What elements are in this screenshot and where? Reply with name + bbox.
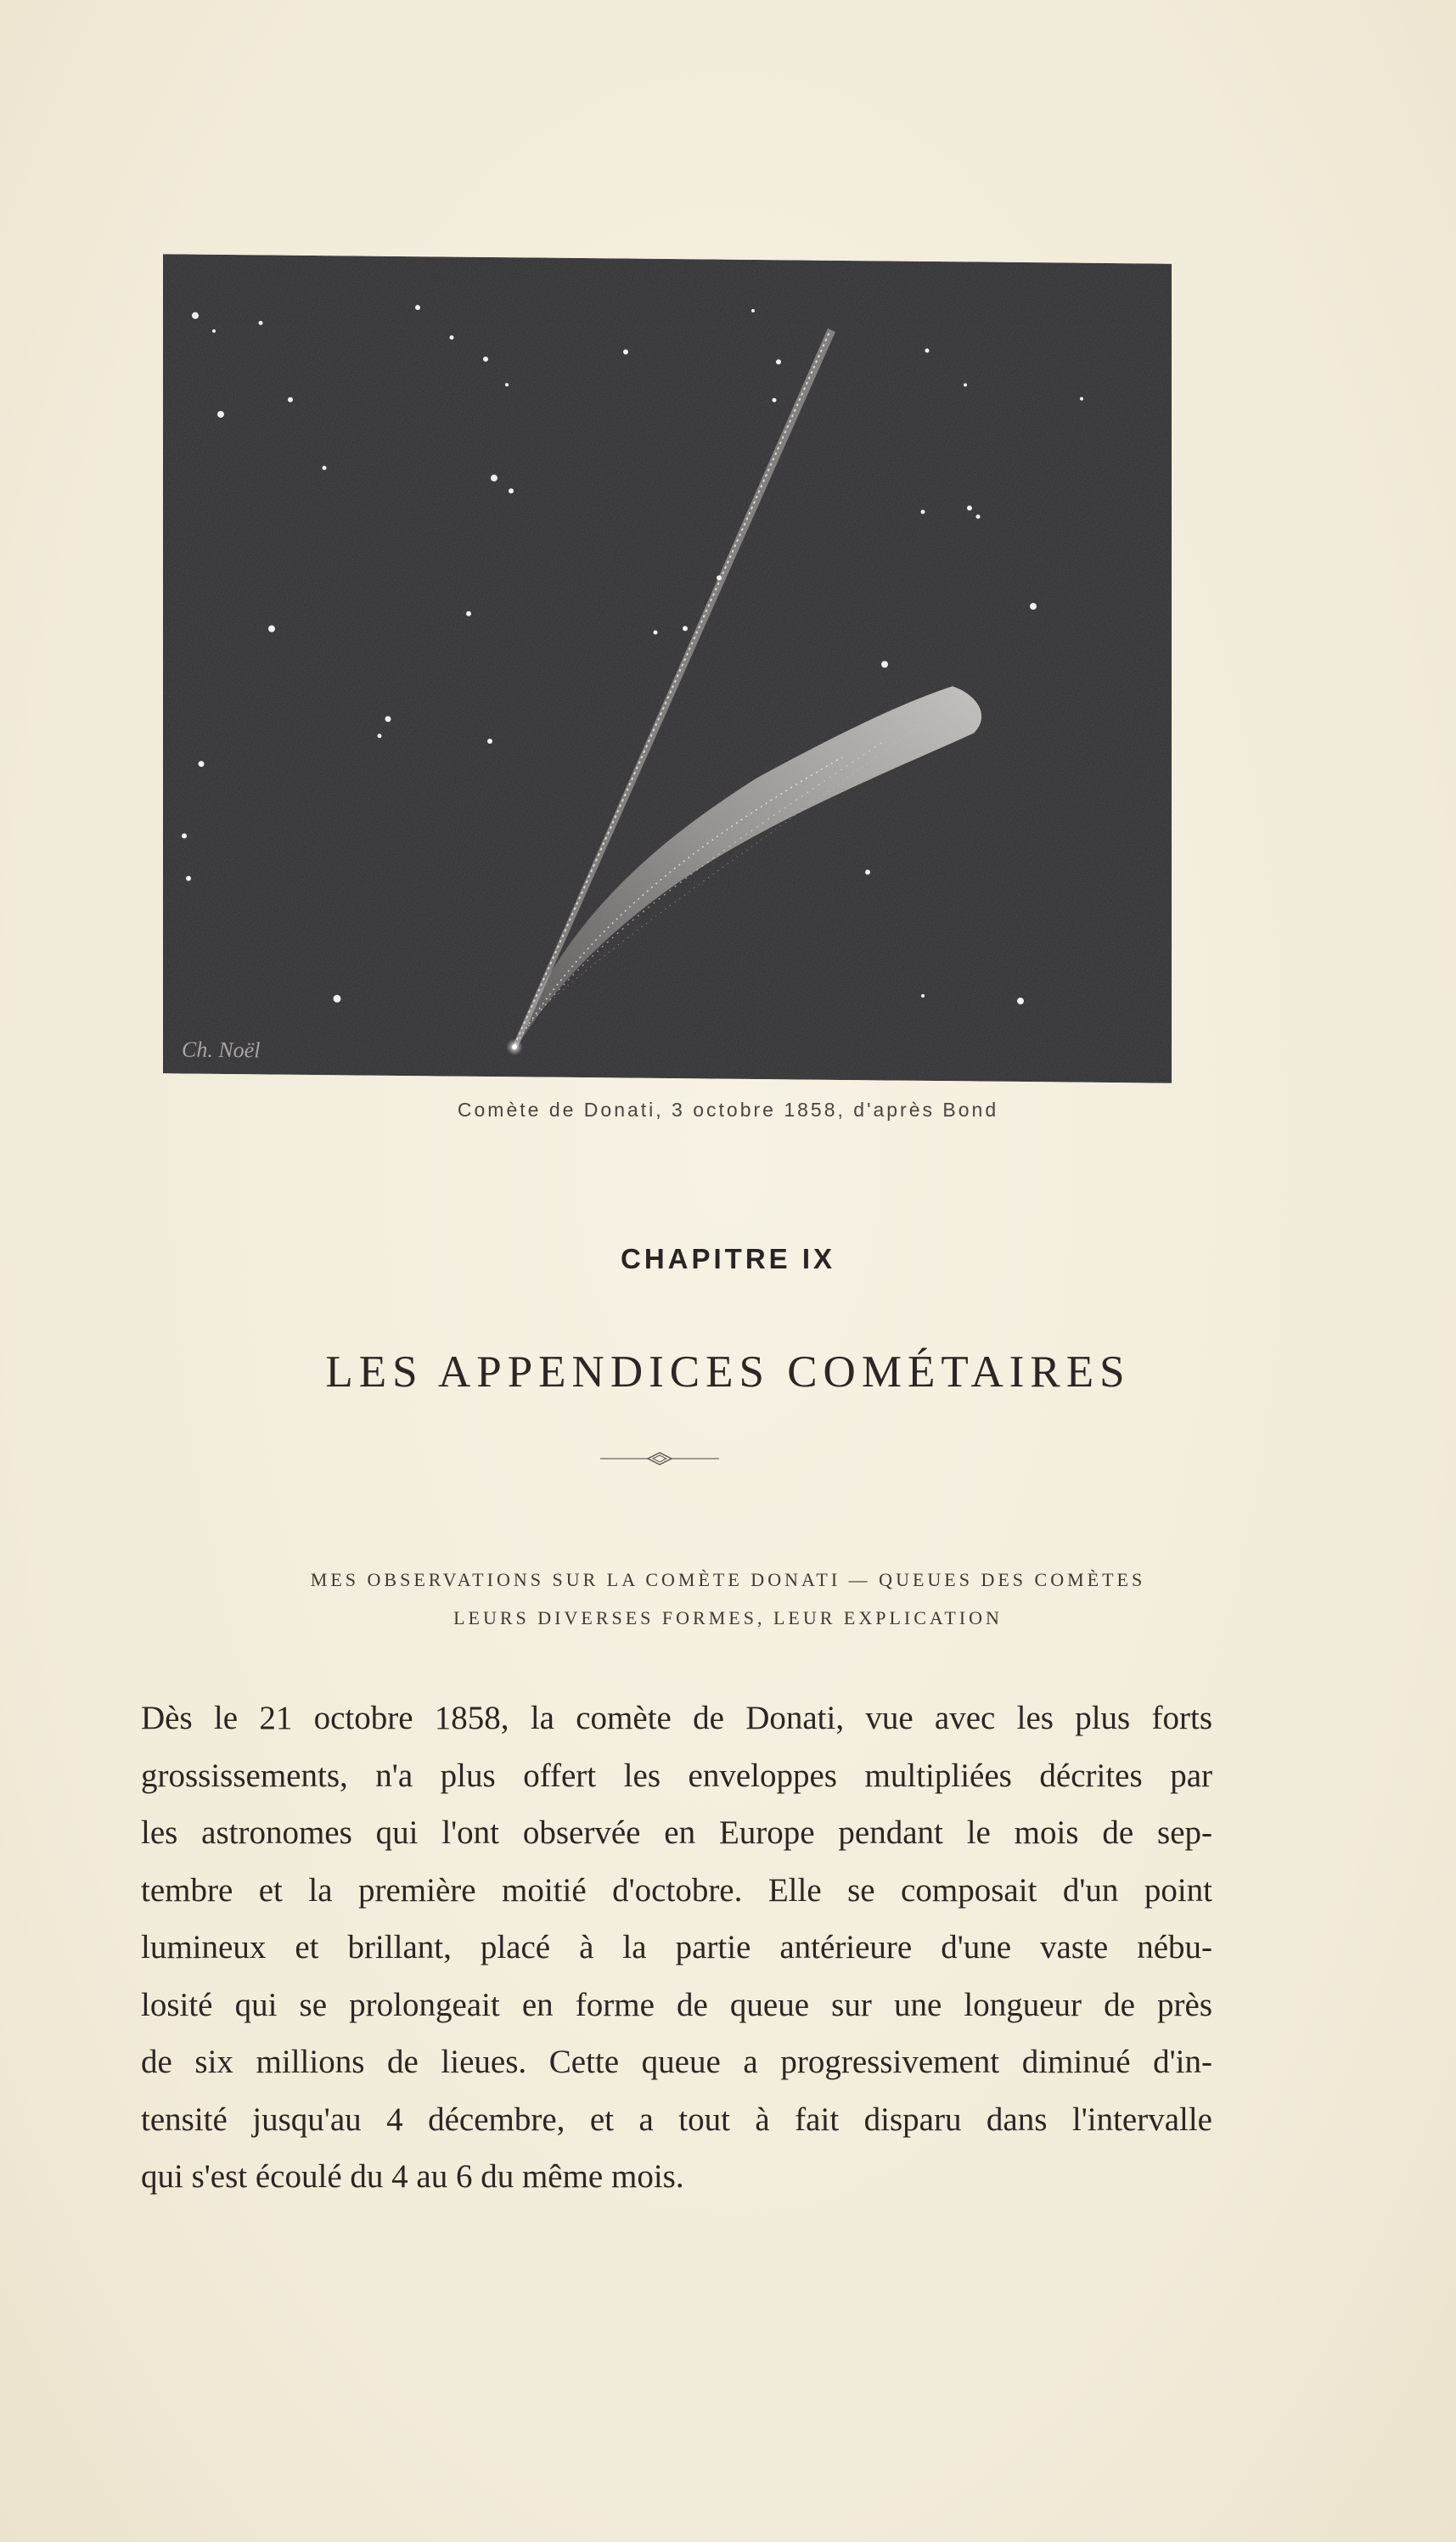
star [487,739,492,744]
chapter-summary-line-1: MES OBSERVATIONS SUR LA COMÈTE DONATI — QUEUES DES COMÈTES [310,1569,1146,1590]
body-line: Dès le 21 octobre 1858, la comète de Donati, vue avec les plus forts [141,1700,1212,1736]
star [967,505,972,510]
star [186,876,191,881]
star [323,466,327,470]
star [925,348,930,352]
chapter-number: CHAPITRE IX [620,1243,836,1274]
star [964,383,967,386]
body-line: de six millions de lieues. Cette queue a progressivement diminué d'in- [141,2044,1212,2080]
chapter-title: LES APPENDICES COMÉTAIRES [325,1347,1131,1397]
body-line: losité qui se prolongeait en forme de queue sur une longueur de près [141,1986,1212,2023]
star [683,626,688,631]
star [192,312,199,319]
star [623,350,628,355]
engraver-signature: Ch. Noël [182,1037,261,1063]
star [976,515,981,519]
body-line: les astronomes qui l'ont observée en Europe pendant le mois de sep- [141,1814,1212,1851]
star [182,834,187,839]
star [334,995,341,1003]
comet-engraving-figure [163,254,1172,1083]
star [288,397,293,402]
star [268,625,275,632]
star [212,329,216,333]
star [865,869,870,875]
star [415,305,420,310]
star [217,411,224,418]
star [776,359,781,364]
star [881,661,888,667]
star [921,509,925,514]
star [1030,603,1037,610]
star [717,576,722,581]
body-paragraph [141,1690,1212,2206]
star [654,630,658,634]
star [921,994,925,998]
star [1017,998,1024,1004]
star [1080,397,1083,401]
star [450,335,454,340]
comet-engraving-icon [163,254,1172,1083]
star [466,611,471,616]
star [505,383,509,386]
chapter-summary-line-2: LEURS DIVERSES FORMES, LEUR EXPLICATION [453,1607,1003,1628]
figure-caption: Comète de Donati, 3 octobre 1858, d'après Bond [457,1099,999,1121]
star [378,734,382,738]
star [385,716,391,722]
body-line: lumineux et brillant, placé à la partie antérieure d'une vaste nébu- [141,1929,1212,1966]
body-line: tembre et la première moitié d'octobre. Elle se composait d'un point [141,1871,1212,1909]
star [483,357,488,362]
body-line: qui s'est écoulé du 4 au 6 du même mois. [141,2158,684,2195]
divider-ornament-icon [600,1448,719,1469]
star [199,761,205,767]
star [259,321,263,325]
star [773,398,777,402]
body-line: grossissements, n'a plus offert les enveloppes multipliées décrites par [141,1757,1212,1794]
star [509,488,514,493]
star [751,309,755,312]
star [491,475,498,481]
body-line: tensité jusqu'au 4 décembre, et a tout à fait disparu dans l'intervalle [141,2101,1212,2138]
